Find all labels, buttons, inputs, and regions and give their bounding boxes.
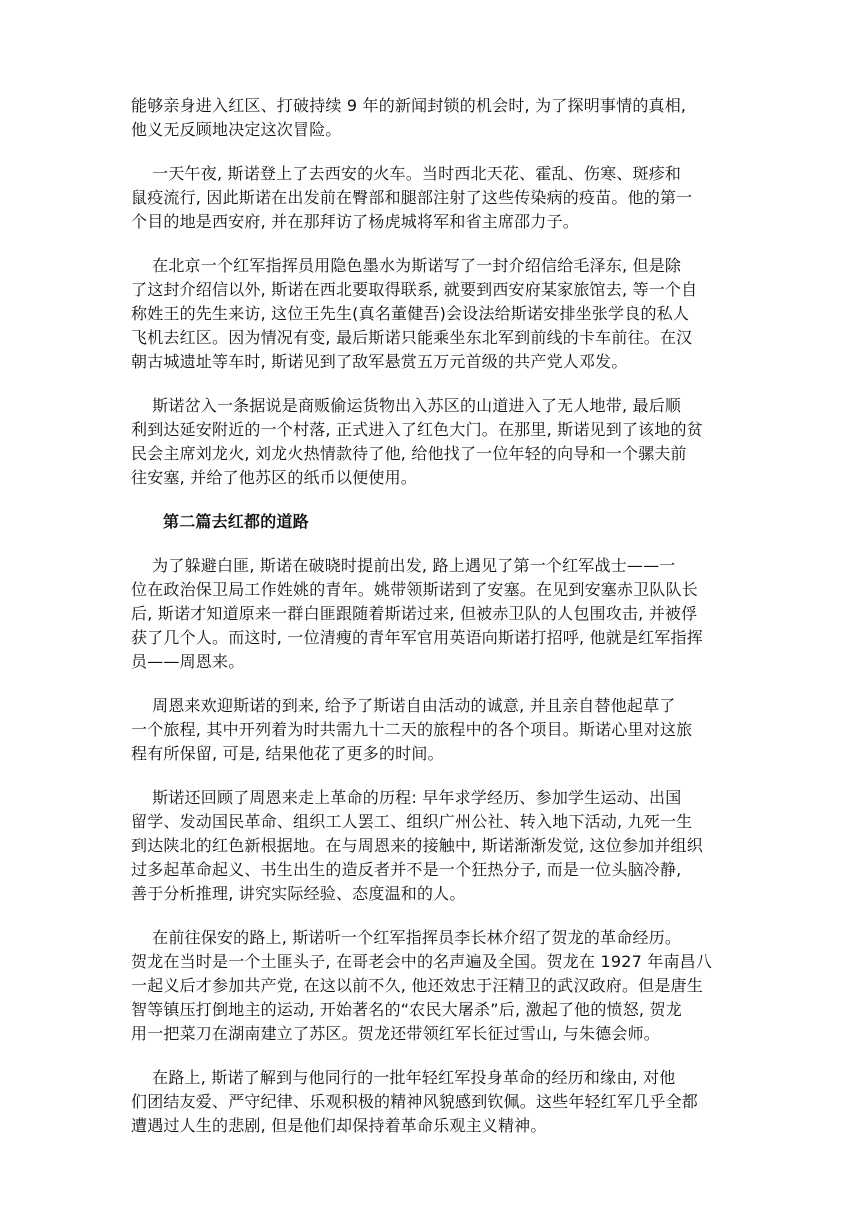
paragraph [131, 554, 735, 674]
text-line: 往安塞, 并给了他苏区的纸币以便使用。 [131, 468, 417, 487]
text-line: 一天午夜, 斯诺登上了去西安的火车。当时西北天花、霍乱、伤寒、斑疹和 [131, 164, 682, 183]
text-line: 在北京一个红军指挥员用隐色墨水为斯诺写了一封介绍信给毛泽东, 但是除 [131, 256, 682, 275]
document-body [131, 94, 735, 1158]
text-line: 遭遇过人生的悲剧, 但是他们却保持着革命乐观主义精神。 [131, 1116, 547, 1135]
section-heading: 第二篇去红都的道路 [163, 512, 309, 531]
text-line: 利到达延安附近的一个村落, 正式进入了红色大门。在那里, 斯诺见到了该地的贫 [131, 420, 703, 439]
paragraph [131, 162, 735, 234]
text-line: 程有所保留, 可是, 结果他花了更多的时间。 [131, 744, 444, 763]
paragraph [131, 394, 735, 490]
text-line: 能够亲身进入红区、打破持续 9 年的新闻封锁的机会时, 为了探明事情的真相, [131, 96, 687, 115]
text-line: 斯诺岔入一条据说是商贩偷运货物出入苏区的山道进入了无人地带, 最后顺 [131, 396, 682, 415]
text-line: 们团结友爱、严守纪律、乐观积极的精神风貌感到钦佩。这些年轻红军几乎全都 [131, 1092, 699, 1111]
paragraph [131, 786, 735, 906]
text-line: 后, 斯诺才知道原来一群白匪跟随着斯诺过来, 但被赤卫队的人包围攻击, 并被俘 [131, 604, 698, 623]
text-line: 一个旅程, 其中开列着为时共需九十二天的旅程中的各个项目。斯诺心里对这旅 [131, 720, 693, 739]
text-line: 个目的地是西安府, 并在那拜访了杨虎城将军和省主席邵力子。 [131, 212, 579, 231]
text-line: 一起义后才参加共产党, 在这以前不久, 他还效忠于汪精卫的武汉政府。但是唐生 [131, 976, 703, 995]
text-line: 他义无反顾地决定这次冒险。 [131, 120, 342, 139]
text-line: 用一把菜刀在湖南建立了苏区。贺龙还带领红军长征过雪山, 与朱德会师。 [131, 1024, 660, 1043]
paragraph [131, 694, 735, 766]
text-line: 为了躲避白匪, 斯诺在破晓时提前出发, 路上遇见了第一个红军战士——一 [131, 556, 676, 575]
text-line: 称姓王的先生来访, 这位王先生(真名董健吾)会设法给斯诺安排坐张学良的私人 [131, 304, 690, 323]
text-line: 过多起革命起义、书生出生的造反者并不是一个狂热分子, 而是一位头脑冷静, [131, 860, 682, 879]
text-line: 斯诺还回顾了周恩来走上革命的历程: 早年求学经历、参加学生运动、出国 [131, 788, 682, 807]
text-line: 在前往保安的路上, 斯诺听一个红军指挥员李长林介绍了贺龙的革命经历。 [131, 928, 682, 947]
text-line: 了这封介绍信以外, 斯诺在西北要取得联系, 就要到西安府某家旅馆去, 等一个自 [131, 280, 698, 299]
text-line: 位在政治保卫局工作姓姚的青年。姚带领斯诺到了安塞。在见到安塞赤卫队队长 [131, 580, 699, 599]
text-line: 贺龙在当时是一个土匪头子, 在哥老会中的名声遍及全国。贺龙在 1927 年南昌八 [131, 952, 713, 971]
text-line: 鼠疫流行, 因此斯诺在出发前在臀部和腿部注射了这些传染病的疫苗。他的第一 [131, 188, 693, 207]
text-line: 民会主席刘龙火, 刘龙火热情款待了他, 给他找了一位年轻的向导和一个骡夫前 [131, 444, 687, 463]
paragraph [131, 1066, 735, 1138]
text-line: 飞机去红区。因为情况有变, 最后斯诺只能乘坐东北军到前线的卡车前往。在汉 [131, 328, 693, 347]
text-line: 员——周恩来。 [131, 652, 245, 671]
text-line: 善于分析推理, 讲究实际经验、态度温和的人。 [131, 884, 466, 903]
text-line: 朝古城遗址等车时, 斯诺见到了敌军悬赏五万元首级的共产党人邓发。 [131, 352, 628, 371]
paragraph [131, 254, 735, 374]
text-line: 到达陕北的红色新根据地。在与周恩来的接触中, 斯诺渐渐发觉, 这位参加并组织 [131, 836, 703, 855]
paragraph [131, 94, 735, 142]
text-line: 智等镇压打倒地主的运动, 开始著名的“农民大屠杀”后, 激起了他的愤怒, 贺龙 [131, 1000, 682, 1019]
text-line: 留学、发动国民革命、组织工人罢工、组织广州公社、转入地下活动, 九死一生 [131, 812, 693, 831]
paragraph [131, 926, 735, 1046]
text-line: 周恩来欢迎斯诺的到来, 给予了斯诺自由活动的诚意, 并且亲自替他起草了 [131, 696, 676, 715]
text-line: 在路上, 斯诺了解到与他同行的一批年轻红军投身革命的经历和缘由, 对他 [131, 1068, 676, 1087]
text-line: 获了几个人。而这时, 一位清瘦的青年军官用英语向斯诺打招呼, 他就是红军指挥 [131, 628, 703, 647]
